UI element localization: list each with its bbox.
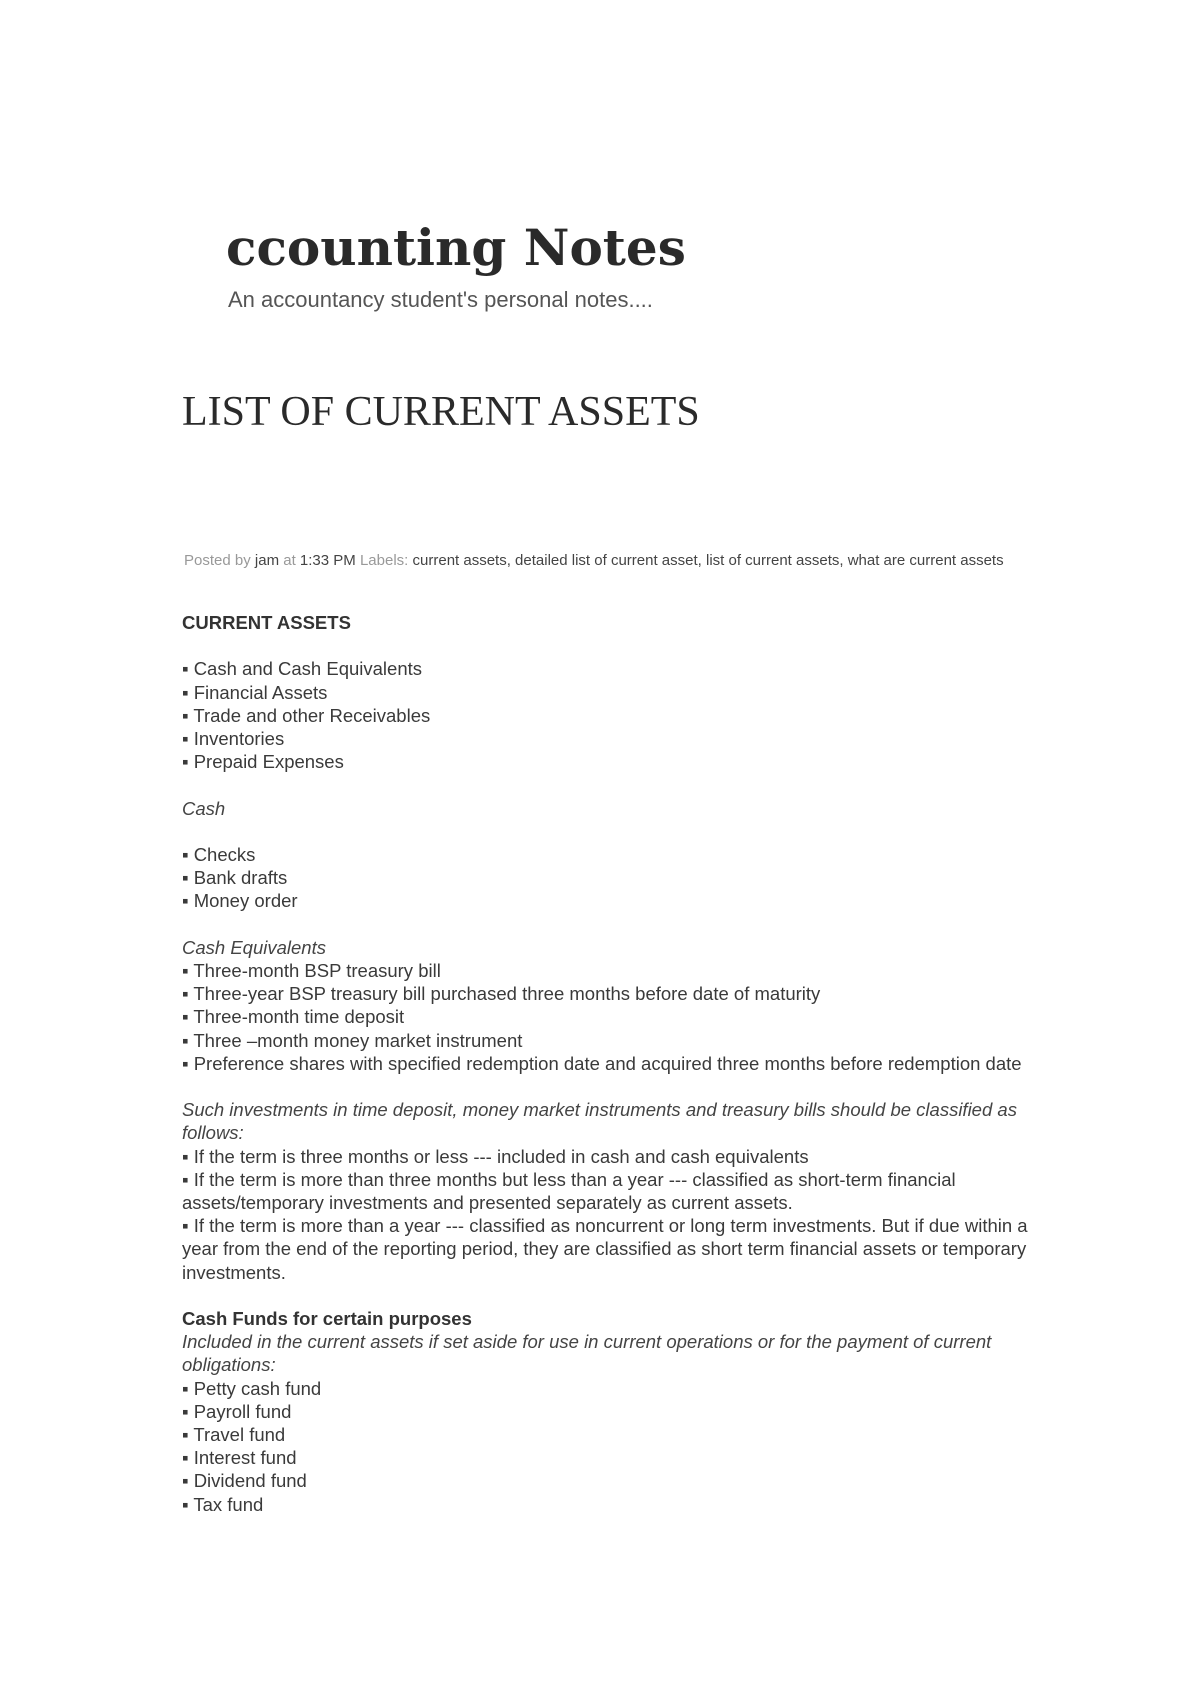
- list-item: ▪ Payroll fund: [182, 1400, 292, 1422]
- cash-heading: Cash: [182, 797, 226, 819]
- current-assets-list: [182, 657, 1032, 773]
- cash-equivalents-list: [182, 959, 1032, 1075]
- list-item: ▪ Inventories: [182, 728, 285, 749]
- list-item: ▪ If the term is more than a year --- classified as noncurrent or long term investments. But if due within a year from the end of the reporting period, they are classified as short term financial assets or temporary investments.: [182, 1215, 1028, 1283]
- list-item: ▪ If the term is more than three months but less than a year --- classified as short-term financial assets/temporary investments and presented separately as current assets.: [182, 1168, 956, 1213]
- list-item: ▪ Dividend fund: [182, 1470, 307, 1492]
- classification-note: Such investments in time deposit, money market instruments and treasury bills should be classified as follows:: [182, 1099, 1017, 1144]
- cash-funds-list: [182, 1377, 1032, 1516]
- post-body: [182, 611, 1032, 1516]
- post-author-link[interactable]: jam: [254, 552, 280, 569]
- list-item: ▪ Three-month BSP treasury bill: [182, 959, 441, 981]
- list-item: ▪ Three-year BSP treasury bill purchased three months before date of maturity: [182, 983, 821, 1005]
- current-assets-heading: CURRENT ASSETS: [182, 612, 351, 633]
- list-item: ▪ Prepaid Expenses: [182, 751, 344, 773]
- post-meta: [184, 551, 1024, 570]
- post-labels-links[interactable]: current assets, detailed list of current asset, list of current assets, what are current assets: [412, 552, 1004, 569]
- posted-by-label: Posted by: [184, 552, 251, 569]
- blog-description: An accountancy student's personal notes....: [228, 287, 653, 312]
- list-item: ▪ Checks: [182, 843, 256, 865]
- list-item: ▪ Preference shares with specified redemption date and acquired three months before redemption date: [182, 1052, 1022, 1074]
- list-item: ▪ Trade and other Receivables: [182, 704, 431, 726]
- list-item: ▪ If the term is three months or less --- included in cash and cash equivalents: [182, 1145, 809, 1167]
- list-item: ▪ Money order: [182, 890, 298, 912]
- at-label: at: [283, 552, 296, 569]
- list-item: ▪ Travel fund: [182, 1424, 286, 1446]
- cash-funds-note: Included in the current assets if set aside for use in current operations or for the payment of current obligations:: [182, 1331, 992, 1376]
- classification-list: [182, 1145, 1032, 1284]
- list-item: ▪ Cash and Cash Equivalents: [182, 658, 423, 680]
- post-title[interactable]: LIST OF CURRENT ASSETS: [182, 389, 700, 435]
- list-item: ▪ Petty cash fund: [182, 1377, 322, 1399]
- cash-equivalents-heading: Cash Equivalents: [182, 936, 326, 958]
- list-item: ▪ Three-month time deposit: [182, 1006, 405, 1028]
- list-item: ▪ Interest fund: [182, 1447, 297, 1469]
- blog-title[interactable]: ccounting Notes: [226, 218, 686, 277]
- list-item: ▪ Bank drafts: [182, 867, 288, 889]
- list-item: ▪ Financial Assets: [182, 681, 328, 703]
- labels-label: Labels:: [359, 552, 409, 569]
- cash-list: [182, 843, 1032, 913]
- cash-funds-heading: Cash Funds for certain purposes: [182, 1308, 472, 1329]
- list-item: ▪ Tax fund: [182, 1493, 264, 1515]
- list-item: ▪ Three –month money market instrument: [182, 1029, 523, 1051]
- post-time-link[interactable]: 1:33 PM: [299, 552, 356, 569]
